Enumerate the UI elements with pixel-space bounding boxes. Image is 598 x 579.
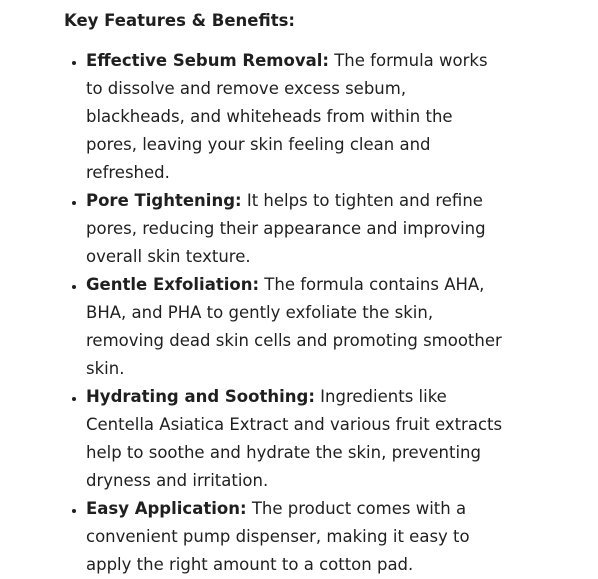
feature-term: Gentle Exfoliation: <box>86 275 260 294</box>
feature-term: Pore Tightening: <box>86 191 242 210</box>
feature-term: Hydrating and Soothing: <box>86 387 315 406</box>
feature-description: Ingredients like Centella Asiatica Extract and various fruit extracts help to soothe and hydrate the skin, preventing dryness and irritation. <box>86 387 503 490</box>
features-list <box>64 47 504 579</box>
feature-term: Easy Application: <box>86 499 247 518</box>
feature-description: It helps to tighten and refine pores, reducing their appearance and improving overall skin texture. <box>86 191 486 266</box>
section-heading: Key Features & Benefits: <box>64 11 296 30</box>
list-item <box>86 271 504 383</box>
feature-description: The product comes with a convenient pump dispenser, making it easy to apply the right amount to a cotton pad. <box>86 499 470 574</box>
feature-description: The formula works to dissolve and remove excess sebum, blackheads, and whiteheads from within the pores, leaving your skin feeling clean and refreshed. <box>86 51 488 182</box>
list-item <box>86 383 504 495</box>
feature-description: The formula contains AHA, BHA, and PHA to gently exfoliate the skin, removing dead skin cells and promoting smoother skin. <box>86 275 502 378</box>
feature-term: Effective Sebum Removal: <box>86 51 329 70</box>
list-item <box>86 187 504 271</box>
list-item <box>86 495 504 579</box>
list-item <box>86 47 504 187</box>
